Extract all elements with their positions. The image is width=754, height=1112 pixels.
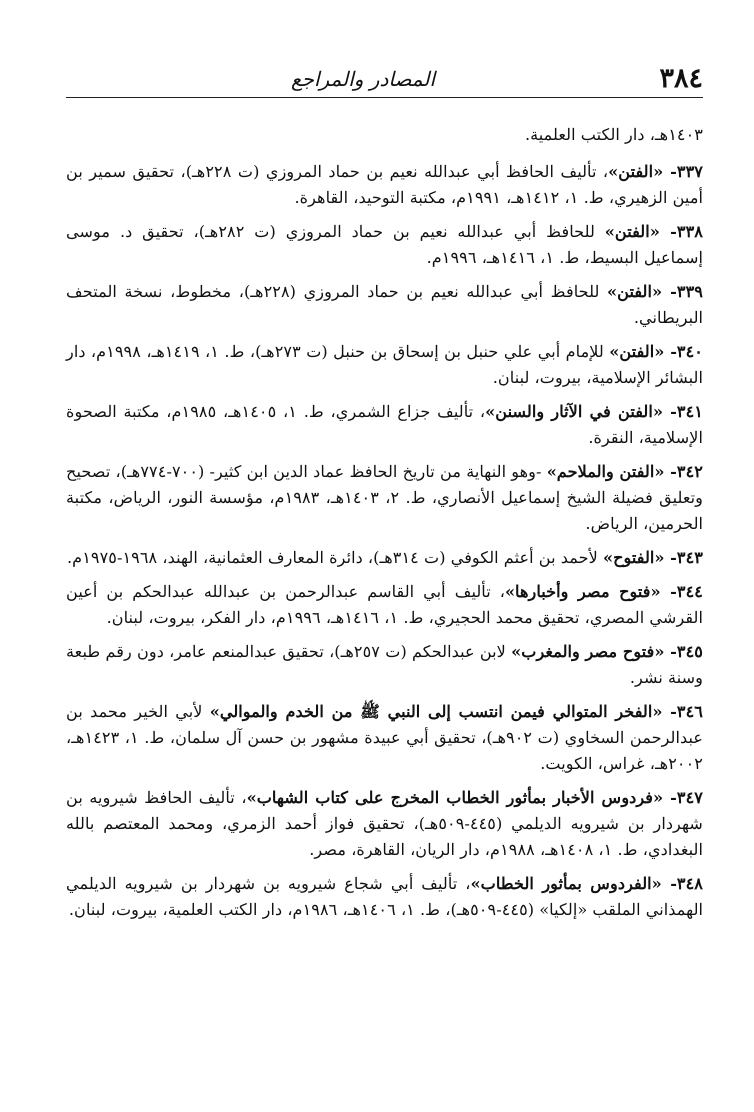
bibliography-entry	[66, 339, 703, 391]
page-header	[66, 62, 703, 96]
entry-number: ٣٤٨-	[661, 874, 704, 893]
bibliography-entry	[66, 159, 703, 211]
entry-number: ٣٤٢-	[664, 462, 703, 481]
bibliography-list	[66, 122, 703, 931]
entry-number: ٣٣٧-	[663, 162, 703, 181]
entry-body: -وهو النهاية من تاريخ الحافظ عماد الدين ابن كثير- (٧٠٠-٧٧٤هـ)، تصحيح وتعليق فضيلة الشيخ إسماعيل الأنصاري، ط. ٢، ١٤٠٣هـ، ١٩٨٣م، مؤسسة النور، الرياض، مكتبة الحرمين، الرياض.	[66, 462, 703, 533]
entry-number: ٣٤٧-	[663, 788, 703, 807]
entry-number: ٣٤٦-	[662, 702, 703, 721]
entry-body: ، تأليف جزاع الشمري، ط. ١، ١٤٠٥هـ، ١٩٨٥م، مكتبة الصحوة الإسلامية، النقرة.	[66, 402, 703, 447]
entry-body: لابن عبدالحكم (ت ٢٥٧هـ)، تحقيق عبدالمنعم عامر، دون رقم طبعة وسنة نشر.	[66, 642, 703, 687]
entry-number: ٣٤٥-	[664, 642, 703, 661]
bibliography-entry	[66, 785, 703, 863]
entry-number: ٣٤١-	[662, 402, 703, 421]
entry-body: ١٤٠٣هـ، دار الكتب العلمية.	[524, 125, 703, 144]
entry-title: «الفخر المتوالي فيمن انتسب إلى النبي ﷺ من الخدم والموالي»	[209, 702, 663, 721]
entry-number: ٣٤٠-	[664, 342, 704, 361]
bibliography-entry	[66, 639, 703, 691]
entry-title: «الفتن والملاحم»	[546, 462, 665, 481]
bibliography-entry	[66, 279, 703, 331]
entry-body: للحافظ أبي عبدالله نعيم بن حماد المروزي (٢٢٨هـ)، مخطوط، نسخة المتحف البريطاني.	[66, 282, 703, 327]
bibliography-entry	[66, 579, 703, 631]
bibliography-entry-continuation	[66, 122, 703, 148]
entry-body: ، تأليف الحافظ شيرويه بن شهردار بن شيرويه الديلمي (٤٤٥-٥٠٩هـ)، تحقيق فواز أحمد الزمري، ومحمد المعتصم بالله البغدادي، ط. ١، ١٤٠٨هـ، ١٩٨٨م، دار الريان، القاهرة، مصر.	[66, 788, 703, 859]
entry-body: ، تأليف أبي القاسم عبدالرحمن بن عبدالله عبدالحكم بن أعين القرشي المصري، تحقيق محمد الحجيري، ط. ١، ١٤١٦هـ، ١٩٩٦م، دار الفكر، بيروت، لبنان.	[66, 582, 703, 627]
entry-title: «الفتن»	[608, 162, 664, 181]
entry-body: لأبي الخير محمد بن عبدالرحمن السخاوي (ت ٩٠٢هـ)، تحقيق أبي عبيدة مشهور بن حسن آل سلمان، ط. ١، ١٤٢٣هـ، ٢٠٠٢هـ، غراس، الكويت.	[66, 702, 703, 773]
entry-number: ٣٤٣-	[664, 548, 703, 567]
bibliography-entry	[66, 219, 703, 271]
entry-title: «الفتن»	[607, 282, 663, 301]
entry-title: «فتوح مصر وأخبارها»	[504, 582, 661, 601]
bibliography-entry	[66, 459, 703, 537]
bibliography-entry	[66, 699, 703, 777]
bibliography-entry	[66, 399, 703, 451]
entry-title: «فردوس الأخبار بمأثور الخطاب المخرج على كتاب الشهاب»	[246, 788, 664, 807]
entry-title: «الفتن»	[609, 342, 665, 361]
entry-body: للحافظ أبي عبدالله نعيم بن حماد المروزي (ت ٢٨٢هـ)، تحقيق د. موسى إسماعيل البسيط، ط. ١، ١٤١٦هـ، ١٩٩٦م.	[66, 222, 703, 267]
entry-title: «الفتوح»	[602, 548, 665, 567]
entry-number: ٣٣٩-	[662, 282, 703, 301]
entry-body: لأحمد بن أعثم الكوفي (ت ٣١٤هـ)، دائرة المعارف العثمانية، الهند، ١٩٦٨-١٩٧٥م.	[67, 548, 603, 567]
entry-title: «فتوح مصر والمغرب»	[511, 642, 665, 661]
running-title: المصادر والمراجع	[290, 67, 435, 91]
entry-number: ٣٣٨-	[659, 222, 703, 241]
header-rule	[66, 97, 703, 98]
entry-title: «الفتن»	[604, 222, 660, 241]
entry-body: ، تأليف الحافظ أبي عبدالله نعيم بن حماد المروزي (ت ٢٢٨هـ)، تحقيق سمير بن أمين الزهيري، ط. ١، ١٤١٢هـ، ١٩٩١م، مكتبة التوحيد، القاهرة.	[66, 162, 703, 207]
bibliography-entry	[66, 545, 703, 571]
entry-body: ، تأليف أبي شجاع شيرويه بن شهردار بن شيرويه الديلمي الهمذاني الملقب «إلكيا» (٤٤٥-٥٠٩هـ)، ط. ١، ١٤٠٦هـ، ١٩٨٦م، دار الكتب العلمية، بيروت، لبنان.	[66, 874, 703, 919]
page-number: ٣٨٤	[659, 63, 703, 94]
entry-number: ٣٤٤-	[660, 582, 703, 601]
bibliography-entry	[66, 871, 703, 923]
entry-title: «الفتن في الآثار والسنن»	[485, 402, 663, 421]
entry-title: «الفردوس بمأثور الخطاب»	[470, 874, 662, 893]
entry-body: للإمام أبي علي حنبل بن إسحاق بن حنبل (ت ٢٧٣هـ)، ط. ١، ١٤١٩هـ، ١٩٩٨م، دار البشائر الإسلامية، بيروت، لبنان.	[66, 342, 703, 387]
